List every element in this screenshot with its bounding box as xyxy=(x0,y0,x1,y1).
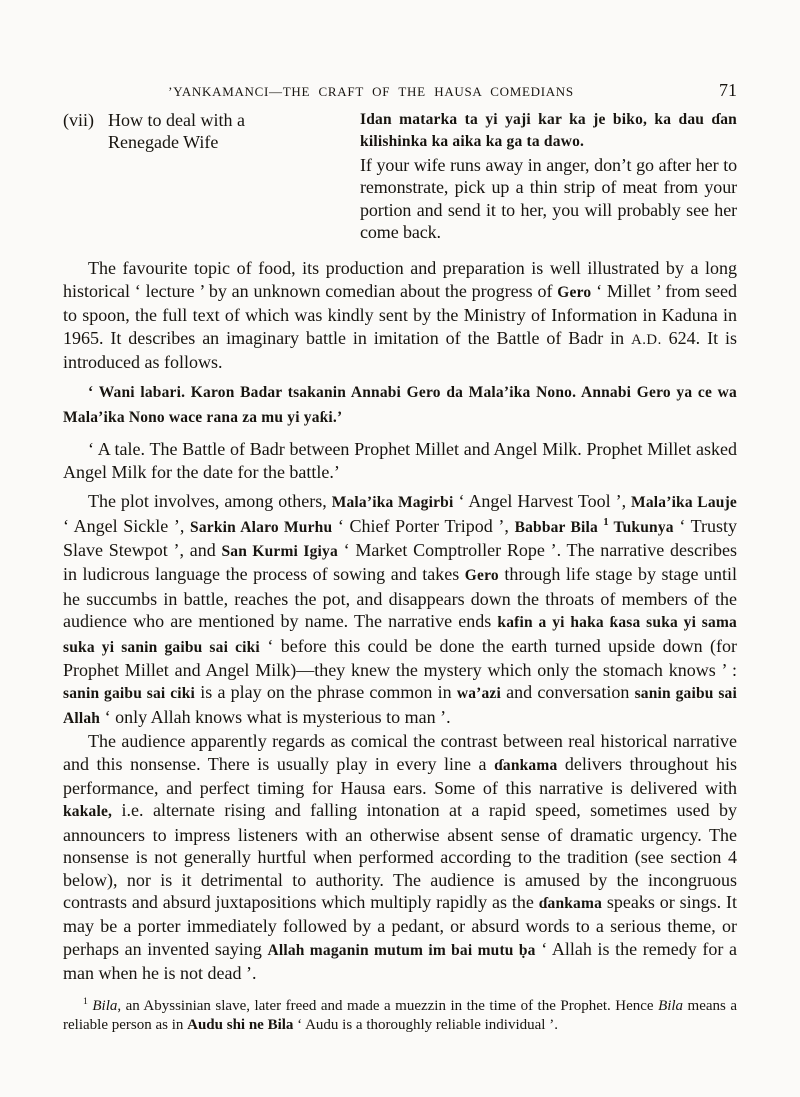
entry-right-column xyxy=(360,109,737,243)
running-title-wrap xyxy=(63,83,679,101)
text-segment-r: and conversation xyxy=(500,682,635,703)
text-segment-b: Gero xyxy=(557,283,592,301)
text-segment-b: Sarkin Alaro Murhu xyxy=(190,518,333,536)
text-segment-b: kakale, xyxy=(63,803,113,821)
entry-number: (vii) xyxy=(63,110,94,130)
paragraph-hausa-quote xyxy=(63,380,737,429)
text-segment-r: ‘ Chief Porter Tripod ’, xyxy=(332,515,515,536)
text-segment-r: ‘ before this could be done the earth turned upside down (for Prophet Millet and Angel Milk)—they knew the mystery which only the stomach knows ’ : xyxy=(63,635,737,680)
text-segment-r: ‘ Trusty Slave Stewpot ’, and xyxy=(63,515,737,560)
text-segment-r: , an Abyssinian slave, later freed and made a muezzin in the time of the Prophet. Hence xyxy=(117,997,659,1014)
text-segment-r: ‘ A tale. The Battle of Badr between Prophet Millet and Angel Milk. Prophet Millet asked Angel Milk for the date for the battle.’ xyxy=(63,439,737,482)
page-number: 71 xyxy=(719,80,737,100)
text-segment-b: sanin gaibu sai ciki xyxy=(63,685,196,703)
text-segment-b: Audu shi ne Bila xyxy=(187,1016,294,1033)
text-segment-sup: 1 xyxy=(603,515,609,528)
text-segment-r: 624. It is introduced as follows. xyxy=(63,327,737,373)
text-segment-r: speaks or sings. It may be a porter immediately followed by a pedant, or absurd words to a serious theme, or perhaps an invented saying xyxy=(63,892,737,959)
entry-title: How to deal with a Renegade Wife xyxy=(108,110,245,153)
text-segment-b: sanin gaibu sai Allah xyxy=(63,685,737,727)
text-segment-b: Mala’ika Magirbi xyxy=(331,494,454,512)
text-segment-r: is a play on the phrase common in xyxy=(195,682,457,703)
paragraph-intro xyxy=(63,257,737,373)
text-segment-b: Babbar Bila xyxy=(514,518,604,536)
text-segment-b: Mala’ika Lauje xyxy=(631,494,737,512)
paragraph-audience xyxy=(63,730,737,984)
text-segment-sup: 1 xyxy=(83,995,88,1007)
text-segment-b: Allah maganin mutum im bai mutu ḅa xyxy=(267,941,536,959)
text-segment-b: kafin a yi haka ƙasa suka yi sama suka yi sanin gaibu sai ciki xyxy=(63,614,737,656)
running-title: ’YANKAMANCI—THE CRAFT OF THE HAUSA COMEDIANS xyxy=(168,84,574,99)
text-segment-b: wa’azi xyxy=(456,685,501,703)
text-segment-r: delivers throughout his performance, and perfect timing for Hausa ears. Some of this narrative is delivered with xyxy=(63,753,738,798)
text-segment-r: The audience apparently regards as comical the contrast between real historical narrative and this nonsense. There is usually play in every line a xyxy=(63,731,737,774)
text-segment-r: ‘ only Allah knows what is mysterious to man ’. xyxy=(100,706,451,727)
paragraph-plot xyxy=(63,490,737,730)
text-segment-i: Bila xyxy=(92,997,118,1014)
text-segment-b: Tukunya xyxy=(608,518,674,536)
text-segment-r: through life stage by stage until he succumbs in battle, reaches the pot, and disappears down the throats of members of the audience who are mentioned by name. The narrative ends xyxy=(63,564,738,632)
text-segment-r: ‘ Allah is the remedy for a man when he is not dead ’. xyxy=(63,938,737,984)
text-segment-i: Bila xyxy=(658,997,684,1014)
entry-vii xyxy=(63,109,737,243)
page-header xyxy=(63,80,737,100)
text-segment-b: Gero xyxy=(464,567,499,585)
text-segment-r: ‘ Millet ’ from seed to spoon, the full text of which was kindly sent by the Ministry of Information in Kaduna in 1965. It describes an imaginary battle in imitation of the Battle of Badr in xyxy=(63,280,737,348)
text-segment-r: ‘ Market Comptroller Rope ’. The narrative describes in ludicrous language the process of sowing and takes xyxy=(63,539,737,585)
text-segment-b: San Kurmi Igiya xyxy=(221,542,338,560)
text-segment-sc: A.D. xyxy=(631,331,662,348)
text-segment-r: The plot involves, among others, xyxy=(88,491,332,512)
text-segment-r: i.e. alternate rising and falling intonation at a rapid speed, sometimes used by announcers to impress listeners with an otherwise absent sense of dramatic urgency. The nonsense is not generally hurtful when performed according to the tradition (see section 4 below), nor is it detrimental to authority. The audience is amused by the incongruous contrasts and absurd juxtapositions which multiply rapidly as the xyxy=(63,800,737,912)
entry-hausa-text: Idan matarka ta yi yaji kar ka je biko, ka dau ɗan kilishinka ka aika ka ga ta dawo. xyxy=(360,111,737,151)
text-segment-r: The favourite topic of food, its production and preparation is well illustrated by a long historical ‘ lecture ’ by an unknown comedian about the progress of xyxy=(63,258,737,301)
text-segment-r: ‘ Angel Sickle ’, xyxy=(63,515,191,536)
text-segment-b: ‘ Wani labari. Karon Badar tsakanin Annabi Gero da Mala’ika Nono. Annabi Gero ya ce wa Mala’ika Nono wace rana za mu yi yaƙi.’ xyxy=(63,384,737,426)
entry-left-column xyxy=(63,109,360,243)
entry-translation-text: If your wife runs away in anger, don’t go after her to remonstrate, pick up a thin strip of meat from your portion and send it to her, you will probably see her come back. xyxy=(360,154,737,243)
text-segment-b: ɗankama xyxy=(494,756,558,774)
text-segment-r: ‘ Angel Harvest Tool ’, xyxy=(453,491,632,512)
text-segment-r: ‘ Audu is a thoroughly reliable individual ’. xyxy=(293,1016,558,1033)
footnote xyxy=(63,997,737,1035)
paragraph-quote-translation xyxy=(63,438,737,483)
text-segment-r: means a reliable person as in xyxy=(63,997,738,1033)
text-segment-b: ɗankama xyxy=(538,895,603,912)
